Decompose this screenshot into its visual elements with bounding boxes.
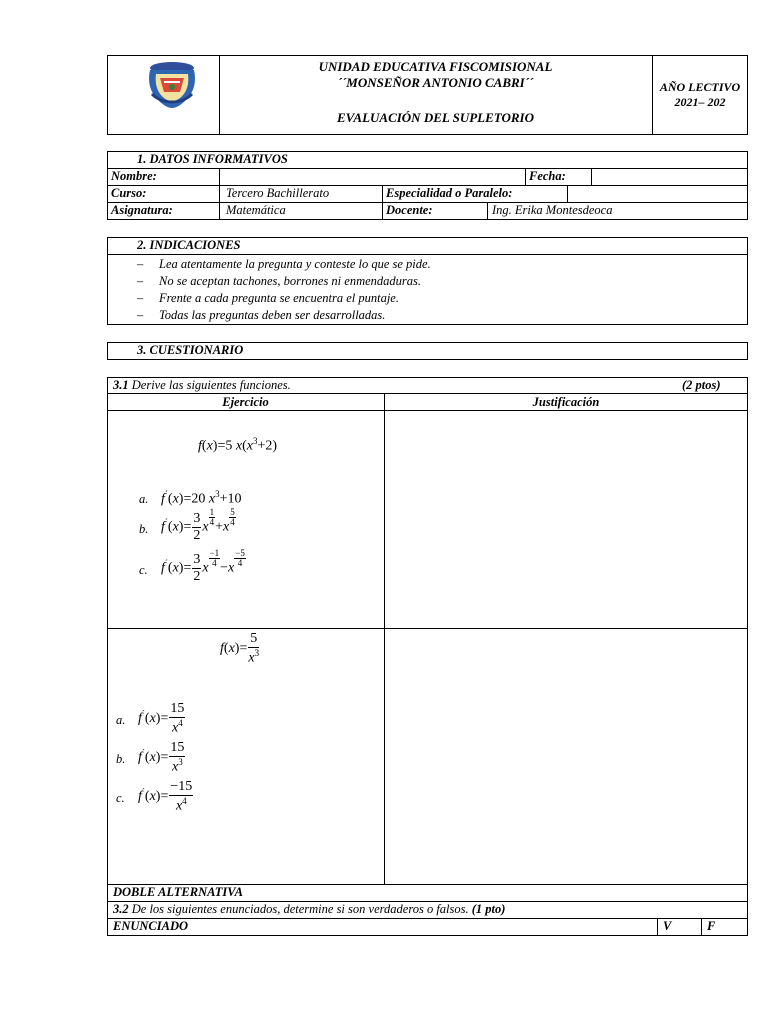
col-justificacion: Justificación [532, 395, 600, 409]
especialidad-label: Especialidad o Paralelo: [386, 186, 513, 200]
list-item-bullet: – [137, 274, 144, 288]
ex2-option-c: f´(x)= $\frac{-15}{x^4}$ [138, 779, 193, 814]
ex1-option-a-letter: a. [139, 492, 149, 506]
ex2-option-b: f´(x)= $\frac{15}{x^3}$ [138, 740, 185, 775]
v-label: V [663, 919, 672, 933]
enunciado-label: ENUNCIADO [113, 919, 189, 933]
ex1-option-b: f´(x)= $\frac{3}{2}$ x $\frac{1}{4}$ +x $\frac{5}{4}$ [161, 507, 235, 543]
curso-value: Tercero Bachillerato [226, 186, 330, 200]
fecha-label: Fecha: [529, 169, 566, 183]
ex1-option-c-letter: c. [139, 563, 148, 577]
list-item-bullet: – [137, 291, 144, 305]
cuestionario-title: 3. CUESTIONARIO [137, 343, 244, 357]
q32-text: De los siguientes enunciados, determine si son verdaderos o falsos. [131, 902, 469, 916]
list-item: Frente a cada pregunta se encuentra el puntaje. [159, 291, 399, 305]
especialidad-field[interactable] [568, 186, 747, 201]
asignatura-value: Matemática [226, 203, 286, 217]
docente-label: Docente: [386, 203, 433, 217]
year-value: 2021– 202 [674, 95, 726, 109]
q32-points: (1 pto) [471, 902, 506, 916]
ex1-option-c: f´(x)= $\frac{3}{2}$ x $\frac{-1}{4}$ −x $\frac{-5}{4}$ [161, 548, 245, 584]
fecha-field[interactable] [592, 169, 747, 184]
ex2-option-a: f´(x)= $\frac{15}{x^4}$ [138, 701, 185, 736]
doble-title: DOBLE ALTERNATIVA [113, 885, 244, 899]
ex1-option-a: f´(x)=20 $x^3+10$ [161, 489, 242, 507]
q32-number: 3.2 [113, 902, 129, 916]
asignatura-label: Asignatura: [111, 203, 173, 217]
ex1-option-b-letter: b. [139, 522, 149, 536]
datos-title: 1. DATOS INFORMATIVOS [137, 152, 288, 166]
ex2-option-a-letter: a. [116, 713, 126, 727]
list-item-bullet: – [137, 257, 144, 271]
ex2-option-c-letter: c. [116, 791, 125, 805]
q31-points: (2 ptos) [682, 378, 721, 392]
q31-header [113, 378, 291, 393]
school-name: UNIDAD EDUCATIVA FISCOMISIONAL [318, 59, 553, 74]
list-item: Lea atentamente la pregunta y conteste lo que se pide. [159, 257, 431, 271]
nombre-field[interactable] [220, 169, 524, 184]
ex2-function: f(x)= $\frac{5}{x^3}$ [220, 631, 260, 666]
ex1-function: f(x)=5 $x(x^3+2)$ [198, 436, 278, 454]
ex1-justificacion-field[interactable] [385, 411, 747, 627]
ex2-option-b-letter: b. [116, 752, 126, 766]
f-label: F [707, 919, 716, 933]
indicaciones-title: 2. INDICACIONES [137, 238, 241, 252]
exam-title: EVALUACIÓN DEL SUPLETORIO [337, 110, 534, 125]
nombre-label: Nombre: [111, 169, 157, 183]
col-ejercicio: Ejercicio [222, 395, 269, 409]
school-crest-icon [144, 58, 200, 110]
list-item: No se aceptan tachones, borrones ni enmendaduras. [159, 274, 422, 288]
curso-label: Curso: [111, 186, 147, 200]
q31-text: Derive las siguientes funciones. [131, 378, 291, 392]
year-label: AÑO LECTIVO [659, 80, 741, 94]
ex2-justificacion-field[interactable] [385, 629, 747, 883]
q31-number: 3.1 [113, 378, 129, 392]
school-subname: ´´MONSEÑOR ANTONIO CABRI´´ [337, 75, 534, 90]
list-item: Todas las preguntas deben ser desarrolladas. [159, 308, 386, 322]
docente-value: Ing. Erika Montesdeoca [492, 203, 613, 217]
q32-header [113, 902, 505, 917]
list-item-bullet: – [137, 308, 144, 322]
